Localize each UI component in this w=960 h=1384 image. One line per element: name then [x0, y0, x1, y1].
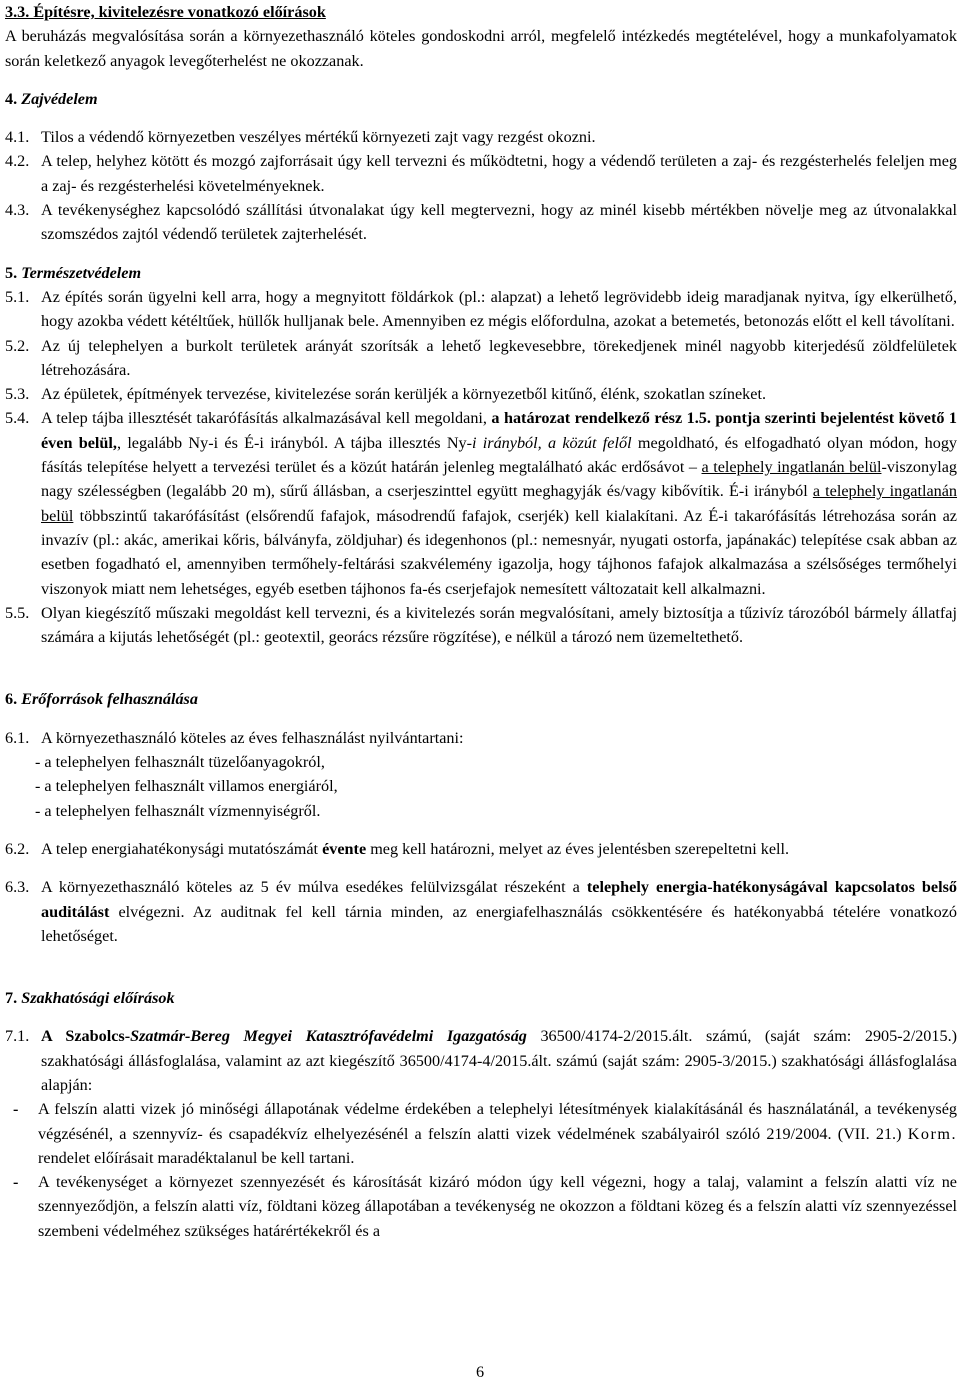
dash-item-2-text: A tevékenységet a környezet szennyezését és károsítását kizáró módon úgy kell végezni, hogy a talaj, valamint a felszín alatti víz ne szennyeződjön, a felszín alatti víz, földtani közeg állapotában a tevékenység ne okozzon a földtani közeg és a felszín alatti víz szennyezéssel szembeni védelméhez szükséges határértékekről és a: [38, 1173, 957, 1240]
item-6-3: [5, 875, 957, 948]
document-page: [5, 0, 957, 1243]
item-6-2-text: [41, 837, 957, 861]
item-5-5-text: Olyan kiegészítő műszaki megoldást kell tervezni, és a kivitelezés során megvalósítani, amely biztosítja a tűzivíz tározóból bármely állatfaj számára a kijutás lehetőségét (pl.: geotextil, georács rézsűre rögzítése), e nélkül a tározó nem üzemeltethető.: [41, 603, 957, 647]
section-3-3-title: 3.3. Építésre, kivitelezésre vonatkozó előírások: [5, 3, 326, 21]
item-5-4-part-e: megoldható, és elfogadható olyan módon, hogy fásítás telepítése helyett a tervezési terület és a közút határán jelenleg megtalálható akác erdősávot –: [41, 433, 958, 477]
section-6: [5, 687, 957, 948]
item-5-4-text: [41, 406, 957, 600]
section-4-title: Zajvédelem: [21, 89, 98, 108]
item-7-1-authority: Szatmár-Bereg Megyei Katasztrófavédelmi Igazgatóság: [130, 1027, 527, 1046]
item-7-1-text: [41, 1024, 957, 1097]
section-3-3-text: A beruházás megvalósítása során a környezethasználó köteles gondoskodni arról, megfelelő intézkedés megtételével, hogy a munkafolyamatok során keletkező anyagok levegőterhelést ne okozzanak.: [5, 27, 957, 70]
usage-list: [5, 750, 957, 823]
item-5-2: [5, 334, 957, 383]
item-5-4-deadline: a határozat rendelkező rész 1.5. pontja szerinti bejelentést követő 1 éven belül,: [41, 409, 958, 452]
item-6-1: [5, 726, 957, 750]
item-4-1-text: Tilos a védendő környezetben veszélyes mértékű környezeti zajt vagy rezgést okozni.: [41, 128, 596, 147]
section-7-title: Szakhatósági előírások: [21, 989, 175, 1008]
item-6-3-part-c: elvégezni. Az auditnak fel kell tárnia minden, az energiafelhasználás csökkentésére és hatékonyabbá tételére vonatkozó lehetőséget.: [41, 902, 957, 945]
dash-item-1-part-c: rendelet előírásait maradéktalanul be kell tartani.: [38, 1148, 355, 1167]
item-6-3-num: 6.3.: [5, 878, 30, 897]
item-5-3: [5, 382, 957, 406]
section-4: [5, 87, 957, 247]
item-7-1-part-c: 36500/4174-2/2015.ált. számú, (saját szám: 2905-2/2015.) szakhatósági állásfoglalása, valamint az azt kiegészítő 36500/4174-4/2015.ált. számú (saját szám: 2905-3/2015.) szakhatósági állásfoglalása alapján:: [41, 1027, 958, 1094]
item-6-2-yearly: évente: [322, 839, 367, 858]
item-7-1-num: 7.1.: [5, 1027, 30, 1046]
item-4-2: [5, 149, 957, 198]
item-5-4-part-i: többszintű takarófásítást (elsőrendű fafajok, másodrendű fafajok, cserjék) kell kialakítani. Az É-i takarófásítás létrehozása során az invazív (pl.: akác, amerikai kőris, bálványfa, zöldjuhar) és idegenhonos (pl.: nemesnyár, nyugati ostorfa, japánakác) telepítése csak abban az esetben fogadható el, amennyiben termőhely-feltárási szakvélemény igazolja, hogy tájhonos fafajok alkalmazása a szélsőséges termőhelyi viszonyok miatt nem lehetséges, egyéb esetben tájhonos fa-és cserjefajok nemesített változatait kell alkalmazni.: [41, 506, 957, 598]
item-4-1: [5, 125, 957, 149]
section-7: [5, 986, 957, 1243]
item-5-3-num: 5.3.: [5, 385, 30, 404]
item-5-1-text: Az építés során ügyelni kell arra, hogy a megnyitott földárkok (pl.: alapzat) a lehető legrövidebb ideig maradjanak nyitva, így elkerülhető, hogy azokba védett kétéltűek, hüllők hulljanak bele. Amennyiben ez mégis előfordulna, azokat a betemetés, betonozás előtt el kell távolítani.: [41, 287, 957, 331]
dash-item-1-marker: -: [13, 1100, 19, 1119]
section-4-heading: [5, 87, 957, 111]
item-5-3-text: Az épületek, építmények tervezése, kivitelezése során kerüljék a környezetből kitűnő, élénk, szokatlan színeket.: [41, 385, 766, 404]
dash-item-2-marker: -: [13, 1173, 19, 1192]
item-6-2: [5, 837, 957, 861]
dash-item-1-part-a: A felszín alatti vizek jó minőségi állapotának védelme érdekében a telephelyi létesítmények kialakításánál és használatánál, a tevékenység végzésénél, a szennyvíz- és csapadékvíz elhelyezésénél a felszín alatti vizek védelmének szabályairól szóló 219/2004. (VII. 21.): [38, 1100, 957, 1143]
section-6-heading: [5, 687, 957, 711]
dash-item-1-korm: Korm.: [907, 1124, 958, 1143]
item-6-3-text: [41, 875, 957, 948]
item-5-4-part-g: -viszonylag nagy szélességben (legalább 20 m), sűrű állásban, a cserjeszinttel együtt meghagyják és/vagy kibővítik. É-i irányból: [41, 458, 957, 501]
section-6-num: 6.: [5, 690, 18, 709]
item-4-3-num: 4.3.: [5, 201, 30, 220]
section-5-num: 5.: [5, 263, 18, 282]
item-5-4-part-a: A telep tájba illesztését takarófásítás alkalmazásával kell megoldani,: [41, 409, 487, 428]
item-5-1: [5, 285, 957, 334]
section-4-num: 4.: [5, 89, 18, 108]
list-item: - a telephelyen felhasznált tüzelőanyagokról,: [35, 753, 325, 772]
section-5-heading: [5, 261, 957, 285]
list-item: - a telephelyen felhasznált vízmennyiségről.: [35, 801, 321, 820]
item-5-2-num: 5.2.: [5, 336, 30, 355]
item-6-3-audit: telephely energia-hatékonyságával kapcsolatos belső auditálást: [41, 878, 958, 921]
item-7-1-part-a: A Szabolcs-: [41, 1027, 131, 1046]
item-6-1-num: 6.1.: [5, 728, 30, 747]
item-5-2-text: Az új telephelyen a burkolt területek arányát szorítsák a lehető legkevesebbre, törekedjenek minél nagyobb kiterjedésű zöldfelületek létrehozására.: [41, 336, 957, 379]
item-4-2-text: A telep, helyhez kötött és mozgó zajforrásait úgy kell tervezni és működtetni, hogy a védendő területen a zaj- és rezgésterhelés feleljen meg a zaj- és rezgésterhelési követelményeknek.: [41, 152, 957, 195]
item-5-4-part-c: , legalább Ny-i és É-i irányból. A tájba illesztés Ny-: [116, 433, 473, 452]
dash-item-1: [5, 1097, 957, 1170]
item-6-2-part-a: A telep energiahatékonysági mutatószámát: [41, 839, 319, 858]
item-5-4: [5, 406, 957, 600]
item-6-2-num: 6.2.: [5, 839, 30, 858]
section-5-title: Természetvédelem: [21, 263, 142, 282]
item-4-3: [5, 198, 957, 247]
item-6-1-text: A környezethasználó köteles az éves felhasználást nyilvántartani:: [41, 728, 464, 747]
item-5-5-num: 5.5.: [5, 603, 30, 622]
item-7-1: [5, 1024, 957, 1097]
list-item: - a telephelyen felhasznált villamos energiáról,: [35, 777, 338, 796]
item-5-4-part-d: i irányból, a közút felől: [472, 433, 632, 452]
item-5-4-part-h: a telephely ingatlanán belül: [41, 482, 958, 525]
section-3-3: [5, 0, 957, 73]
dash-item-2: [5, 1170, 957, 1243]
item-4-2-num: 4.2.: [5, 152, 30, 171]
section-6-title: Erőforrások felhasználása: [21, 690, 198, 709]
item-4-1-num: 4.1.: [5, 128, 30, 147]
section-7-heading: [5, 986, 957, 1010]
item-5-1-num: 5.1.: [5, 287, 30, 306]
dash-item-1-text: [38, 1097, 957, 1170]
item-5-4-part-f: a telephely ingatlanán belül: [701, 458, 882, 477]
item-4-3-text: A tevékenységhez kapcsolódó szállítási útvonalakat úgy kell megtervezni, hogy az minél kisebb mértékben növelje meg az útvonalakkal szomszédos zajtól védendő területek zajterhelését.: [41, 201, 957, 244]
page-number: 6: [475, 1363, 485, 1381]
section-7-num: 7.: [5, 989, 18, 1008]
item-6-2-part-c: meg kell határozni, melyet az éves jelentésben szerepeltetni kell.: [370, 839, 790, 858]
item-5-5: [5, 601, 957, 650]
item-6-3-part-a: A környezethasználó köteles az 5 év múlva esedékes felülvizsgálat részeként a: [41, 878, 580, 897]
item-5-4-num: 5.4.: [5, 409, 30, 428]
section-5: [5, 261, 957, 650]
